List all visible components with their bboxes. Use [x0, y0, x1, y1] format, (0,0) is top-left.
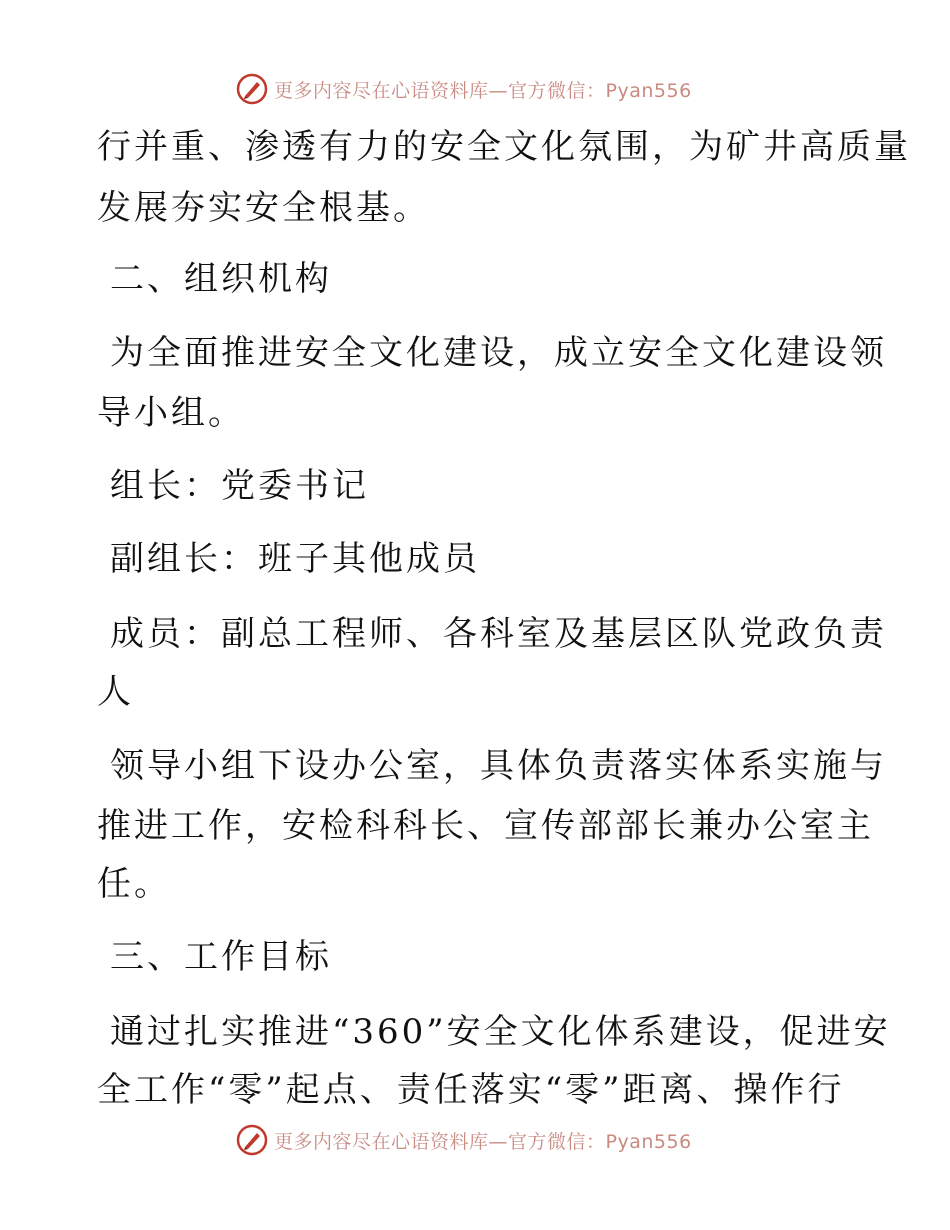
text-line: 领导小组下设办公室，具体负责落实体系实施与	[110, 746, 887, 786]
text-line: 行并重、渗透有力的安全文化氛围，为矿井高质量	[97, 127, 911, 167]
text-line: 推进工作，安检科科长、宣传部部长兼办公室主	[97, 806, 874, 846]
text-line: 组长：党委书记	[110, 466, 369, 506]
watermark-text: 更多内容尽在心语资料库—官方微信：Pyan556	[274, 79, 692, 102]
text-line: 发展夯实安全根基。	[97, 188, 430, 228]
section-heading: 二、组织机构	[110, 259, 332, 299]
watermark-header	[236, 72, 692, 106]
pen-logo-icon	[236, 1124, 268, 1156]
pen-logo-icon	[236, 73, 268, 105]
text-line: 通过扎实推进“360”安全文化体系建设，促进安	[110, 1012, 891, 1052]
watermark-text: 更多内容尽在心语资料库—官方微信：Pyan556	[274, 1130, 692, 1153]
text-line: 为全面推进安全文化建设，成立安全文化建设领	[110, 333, 887, 373]
text-line: 任。	[97, 864, 171, 904]
text-line: 成员：副总工程师、各科室及基层区队党政负责	[110, 614, 887, 654]
watermark-footer	[236, 1123, 692, 1157]
text-line: 全工作“零”起点、责任落实“零”距离、操作行	[97, 1070, 845, 1110]
section-heading: 三、工作目标	[110, 937, 332, 977]
text-line: 人	[97, 672, 134, 712]
text-line: 副组长：班子其他成员	[110, 539, 480, 579]
text-line: 导小组。	[97, 393, 245, 433]
